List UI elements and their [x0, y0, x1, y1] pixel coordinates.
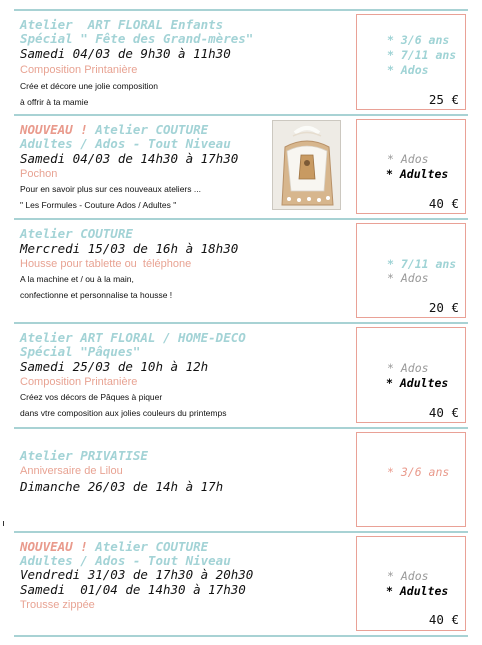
audience-label: * Ados [387, 63, 429, 77]
workshop-description: " Les Formules - Couture Ados / Adultes " [20, 200, 177, 210]
workshop-date: Vendredi 31/03 de 17h30 à 20h30 [20, 567, 254, 582]
workshop-title: Atelier ART FLORAL Enfants [20, 17, 224, 32]
workshop-description: confectionne et personnalise ta housse ! [20, 290, 173, 300]
workshop-price: 40 € [428, 612, 459, 627]
separator-line [14, 9, 468, 11]
workshop-description: dans vtre composition aux jolies couleurs du printemps [20, 408, 227, 418]
workshop-date: Mercredi 15/03 de 16h à 18h30 [20, 241, 239, 256]
audience-label: * Adultes [386, 584, 449, 598]
workshop-subtitle: Composition Printanière [20, 64, 138, 76]
workshop-description: Crée et décore une jolie composition [20, 81, 158, 91]
workshop-title: Atelier PRIVATISE [20, 448, 148, 463]
workshop-price: 40 € [428, 405, 459, 420]
workshop-title: Spécial "Pâques" [20, 344, 141, 359]
workshop-date: Samedi 04/03 de 14h30 à 17h30 [20, 151, 239, 166]
workshop-date: Samedi 25/03 de 10h à 12h [20, 359, 209, 374]
workshop-title: Adultes / Ados - Tout Niveau [20, 553, 231, 568]
workshop-date: Dimanche 26/03 de 14h à 17h [20, 479, 224, 494]
audience-price-box [356, 536, 466, 631]
workshop-title: Atelier ART FLORAL / HOME-DECO [20, 330, 246, 345]
audience-price-box [356, 119, 466, 214]
audience-label: * Adultes [386, 376, 449, 390]
workshop-subtitle: Anniversaire de Lilou [20, 465, 123, 477]
audience-label: * Ados [387, 152, 429, 166]
audience-price-box [356, 223, 466, 318]
workshop-price: 20 € [428, 300, 459, 315]
audience-price-box [356, 14, 466, 110]
workshop-description: Pour en savoir plus sur ces nouveaux ateliers ... [20, 184, 201, 194]
new-badge: NOUVEAU ! [20, 539, 88, 554]
audience-label: * Ados [387, 271, 429, 285]
workshop-description: Créez vos décors de Pâques à piquer [20, 392, 163, 402]
workshop-description: A la machine et / ou à la main, [20, 274, 134, 284]
separator-line [14, 635, 468, 637]
separator-line [14, 531, 468, 533]
workshop-date: Samedi 01/04 de 14h30 à 17h30 [20, 582, 246, 597]
workshop-title: Atelier COUTURE [20, 226, 133, 241]
audience-label: * Ados [387, 361, 429, 375]
workshop-price: 25 € [428, 92, 459, 107]
new-badge: NOUVEAU ! [20, 122, 88, 137]
separator-line [14, 322, 468, 324]
workshop-subtitle: Composition Printanière [20, 376, 138, 388]
audience-label: * 7/11 ans [387, 48, 457, 62]
workshop-description: à offrir à ta mamie [20, 97, 89, 107]
workshop-title: Adultes / Ados - Tout Niveau [20, 136, 231, 151]
workshop-subtitle: Housse pour tablette ou téléphone [20, 258, 192, 270]
workshop-title: NOUVEAU ! Atelier COUTURE [20, 539, 209, 554]
workshop-title: Spécial " Fête des Grand-mères" [20, 31, 254, 46]
workshop-title: NOUVEAU ! Atelier COUTURE [20, 122, 209, 137]
audience-price-box [356, 327, 466, 423]
margin-mark [3, 521, 4, 526]
audience-label: * 7/11 ans [387, 257, 457, 271]
separator-line [14, 427, 468, 429]
drawstring-bag-icon [273, 121, 341, 210]
workshop-subtitle: Trousse zippée [20, 599, 95, 611]
audience-label: * Ados [387, 569, 429, 583]
audience-label: * 3/6 ans [387, 465, 450, 479]
workshop-subtitle: Pochon [20, 168, 58, 180]
separator-line [14, 218, 468, 220]
audience-price-box [356, 432, 466, 527]
workshop-price: 40 € [428, 196, 459, 211]
separator-line [14, 114, 468, 116]
drawstring-bag-photo [272, 120, 341, 210]
audience-label: * Adultes [386, 167, 449, 181]
audience-label: * 3/6 ans [387, 33, 450, 47]
workshop-date: Samedi 04/03 de 9h30 à 11h30 [20, 46, 231, 61]
